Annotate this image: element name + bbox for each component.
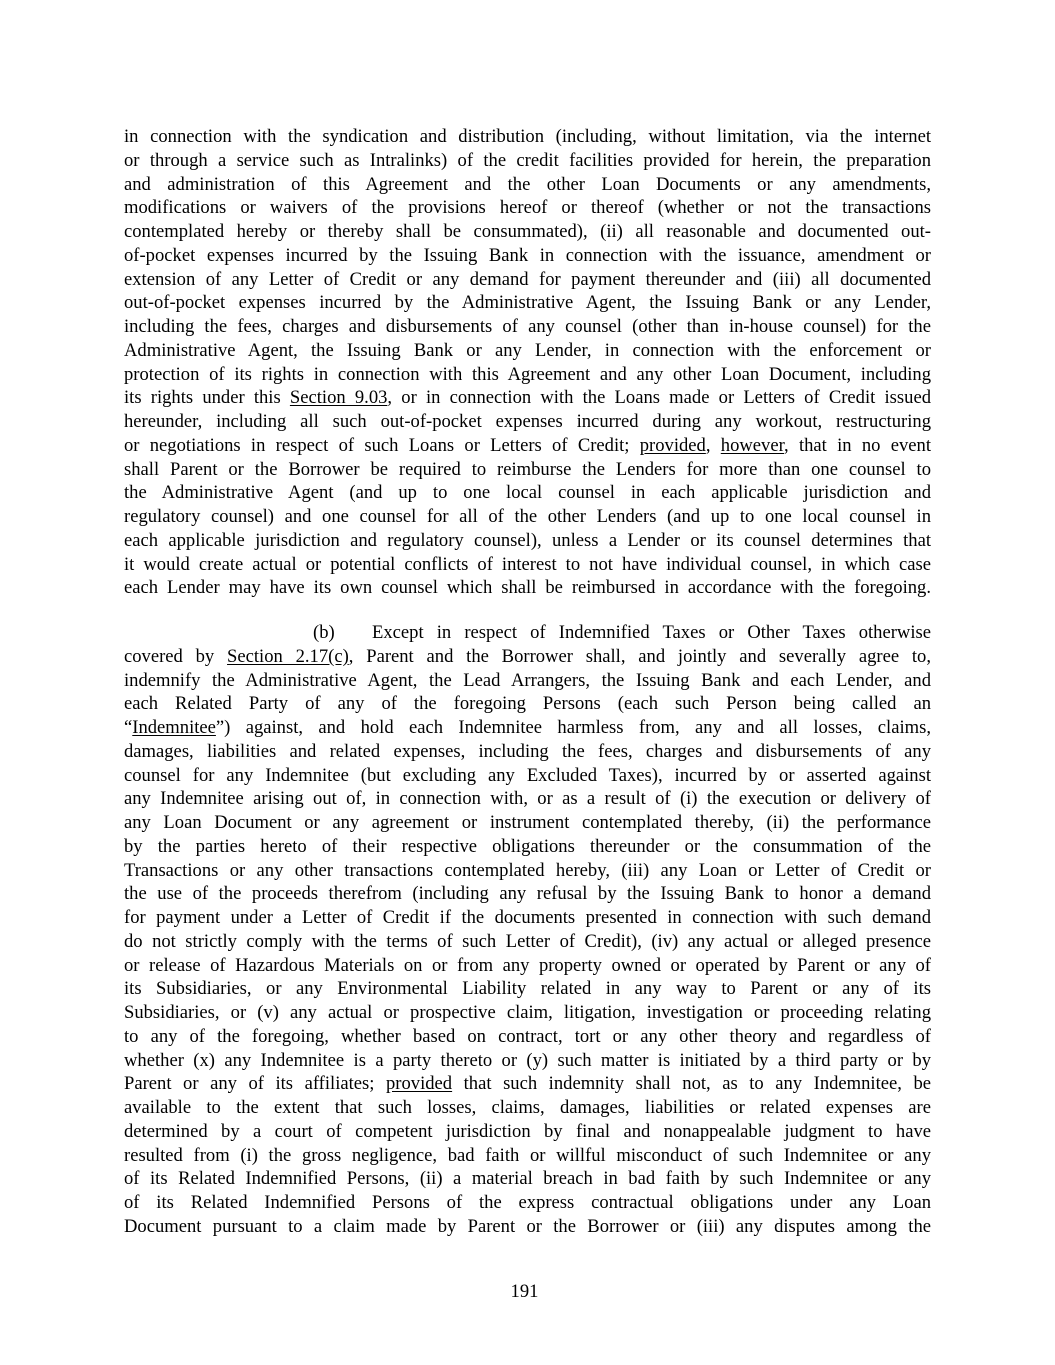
text-segment: resulted from (i) the gross negligence, bad faith or willful misconduct of such Indemnitee or any: [124, 1144, 931, 1166]
text-segment: out-of-pocket expenses incurred by the Administrative Agent, the Issuing Bank or any Lender,: [124, 292, 931, 314]
text-line: [124, 621, 931, 645]
text-segment: the Administrative Agent (and up to one local counsel in each applicable jurisdiction and: [124, 482, 931, 504]
section-label: (b): [313, 622, 335, 643]
text-line: [124, 811, 931, 835]
text-segment: its Subsidiaries, or any Environmental Liability related in any way to Parent or any of its: [124, 978, 931, 1000]
text-segment: it would create actual or potential conflicts of interest to not have individual counsel, in which case: [124, 553, 931, 575]
text-line: [124, 529, 931, 553]
text-segment: that such indemnity shall not, as to any Indemnitee, be: [452, 1073, 932, 1095]
text-line: [124, 669, 931, 693]
text-line: [124, 244, 931, 268]
text-segment: do not strictly comply with the terms of such Letter of Credit), (iv) any actual or alleged presence: [124, 930, 931, 952]
text-segment: for payment under a Letter of Credit if the documents presented in connection with such demand: [124, 907, 931, 928]
text-segment: of its Related Indemnified Persons of the express contractual obligations under any Loan: [124, 1192, 931, 1213]
text-segment: and administration of this Agreement and the other Loan Documents or any amendments,: [124, 173, 931, 195]
text-line: [124, 740, 931, 764]
text-segment: to any of the foregoing, whether based on contract, tort or any other theory and regardless of: [124, 1025, 931, 1047]
paragraph-expenses: [124, 125, 931, 600]
underlined-term: provided: [386, 1073, 453, 1095]
text-line: [124, 1191, 931, 1215]
text-segment: ”) against, and hold each Indemnitee harmless from, any and all losses, claims,: [215, 717, 931, 738]
text-line: [124, 1049, 931, 1073]
text-line: [124, 576, 931, 600]
text-segment: , or in connection with the Loans made or Letters of Credit issued: [387, 387, 931, 409]
text-line: [124, 458, 931, 482]
text-line: [124, 268, 931, 292]
text-line: [124, 859, 931, 883]
text-line: [124, 339, 931, 363]
text-line: [124, 835, 931, 859]
text-segment: counsel for any Indemnitee (but excluding any Excluded Taxes), incurred by or asserted against: [124, 764, 931, 786]
page-number: 191: [510, 1281, 539, 1302]
underlined-term: Section 2.17(c): [227, 645, 349, 667]
text-segment: Subsidiaries, or (v) any actual or prospective claim, litigation, investigation or proceeding relating: [124, 1002, 931, 1023]
text-segment: modifications or waivers of the provisions hereof or thereof (whether or not the transactions: [124, 197, 931, 219]
text-segment: hereunder, including all such out-of-pocket expenses incurred during any workout, restructuring: [124, 411, 931, 432]
text-segment: protection of its rights in connection with this Agreement and any other Loan Document, including: [124, 363, 931, 385]
text-line: [124, 954, 931, 978]
text-segment: contemplated hereby or thereby shall be consummated), (ii) all reasonable and documented out-: [124, 221, 931, 242]
text-line: [124, 977, 931, 1001]
text-segment: the use of the proceeds therefrom (including any refusal by the Issuing Bank to honor a demand: [124, 883, 931, 905]
text-line: [124, 196, 931, 220]
text-line: [124, 553, 931, 577]
text-line: [124, 1144, 931, 1168]
underlined-term: Indemnitee: [132, 717, 216, 738]
text-segment: any Indemnitee arising out of, in connection with, or as a result of (i) the execution or delivery of: [124, 788, 931, 810]
text-segment: or release of Hazardous Materials on or from any property owned or operated by Parent or any of: [124, 954, 931, 976]
text-line: [124, 1025, 931, 1049]
text-line: [124, 787, 931, 811]
text-segment: shall Parent or the Borrower be required to reimburse the Lenders for more than one counsel to: [124, 458, 931, 480]
paragraph-indemnification-b: [124, 621, 931, 1239]
text-line: [124, 1072, 931, 1096]
text-line: [124, 692, 931, 716]
text-line: [124, 764, 931, 788]
text-segment: determined by a court of competent jurisdiction by final and nonappealable judgment to have: [124, 1120, 931, 1142]
text-line: [124, 410, 931, 434]
text-segment: indemnify the Administrative Agent, the Lead Arrangers, the Issuing Bank and each Lender, and: [124, 669, 931, 691]
text-line: [124, 481, 931, 505]
text-segment: Parent or any of its affiliates;: [124, 1073, 386, 1095]
text-line: [124, 1215, 931, 1239]
underlined-term: Section 9.03: [289, 387, 388, 409]
text-segment: each Lender may have its own counsel which shall be reimbursed in accordance with the foregoing.: [124, 577, 931, 599]
text-line: [124, 930, 931, 954]
text-segment: extension of any Letter of Credit or any demand for payment thereunder and (iii) all documented: [124, 268, 931, 290]
text-line: [124, 315, 931, 339]
text-segment: in connection with the syndication and distribution (including, without limitation, via the internet: [124, 126, 931, 147]
text-segment: “: [124, 717, 133, 738]
text-segment: Transactions or any other transactions contemplated hereby, (iii) any Loan or Letter of Credit or: [124, 859, 931, 881]
text-line: [124, 125, 931, 149]
text-line: [124, 645, 931, 669]
text-line: [124, 386, 931, 410]
text-segment: or negotiations in respect of such Loans or Letters of Credit;: [124, 434, 640, 456]
text-segment: , that in no event: [784, 434, 931, 456]
text-segment: its rights under this: [124, 387, 290, 409]
text-segment: whether (x) any Indemnitee is a party thereto or (y) such matter is initiated by a third party or by: [124, 1049, 931, 1071]
text-segment: each Related Party of any of the foregoing Persons (each such Person being called an: [124, 693, 931, 715]
text-line: [124, 220, 931, 244]
text-segment: damages, liabilities and related expenses, including the fees, charges and disbursements of any: [124, 740, 931, 762]
text-line: [124, 173, 931, 197]
text-segment: Administrative Agent, the Issuing Bank or any Lender, in connection with the enforcement or: [124, 339, 931, 361]
text-segment: , Parent and the Borrower shall, and jointly and severally agree to,: [348, 645, 931, 667]
text-segment: of-pocket expenses incurred by the Issuing Bank in connection with the issuance, amendment or: [124, 244, 931, 266]
text-line: [124, 291, 931, 315]
text-segment: ,: [705, 434, 721, 456]
text-segment: by the parties hereto of their respective obligations thereunder or the consummation of the: [124, 835, 931, 857]
text-line: [124, 716, 931, 740]
text-line: [124, 1001, 931, 1025]
text-line: [124, 1120, 931, 1144]
text-segment: covered by: [124, 645, 228, 667]
text-segment: of its Related Indemnified Persons, (ii) a material breach in bad faith by such Indemnitee or any: [124, 1168, 931, 1190]
text-line: [124, 906, 931, 930]
text-segment: available to the extent that such losses, claims, damages, liabilities or related expenses are: [124, 1097, 931, 1118]
underlined-term: provided: [639, 434, 706, 456]
text-segment: including the fees, charges and disbursements of any counsel (other than in-house counsel) for the: [124, 316, 931, 337]
text-line: [124, 505, 931, 529]
text-segment: or through a service such as Intralinks) of the credit facilities provided for herein, the preparation: [124, 149, 931, 171]
text-line: [124, 363, 931, 387]
text-line: [124, 434, 931, 458]
underlined-term: however: [720, 434, 785, 456]
text-segment: Except in respect of Indemnified Taxes or Other Taxes otherwise: [372, 622, 931, 643]
text-line: [124, 1167, 931, 1191]
text-line: [124, 1096, 931, 1120]
text-segment: Document pursuant to a claim made by Parent or the Borrower or (iii) any disputes among the: [124, 1215, 931, 1237]
text-line: [124, 149, 931, 173]
text-segment: regulatory counsel) and one counsel for all of the other Lenders (and up to one local counsel in: [124, 506, 931, 527]
text-segment: each applicable jurisdiction and regulatory counsel), unless a Lender or its counsel determines that: [124, 529, 931, 551]
text-line: [124, 882, 931, 906]
text-segment: any Loan Document or any agreement or instrument contemplated thereby, (ii) the performance: [124, 812, 931, 833]
